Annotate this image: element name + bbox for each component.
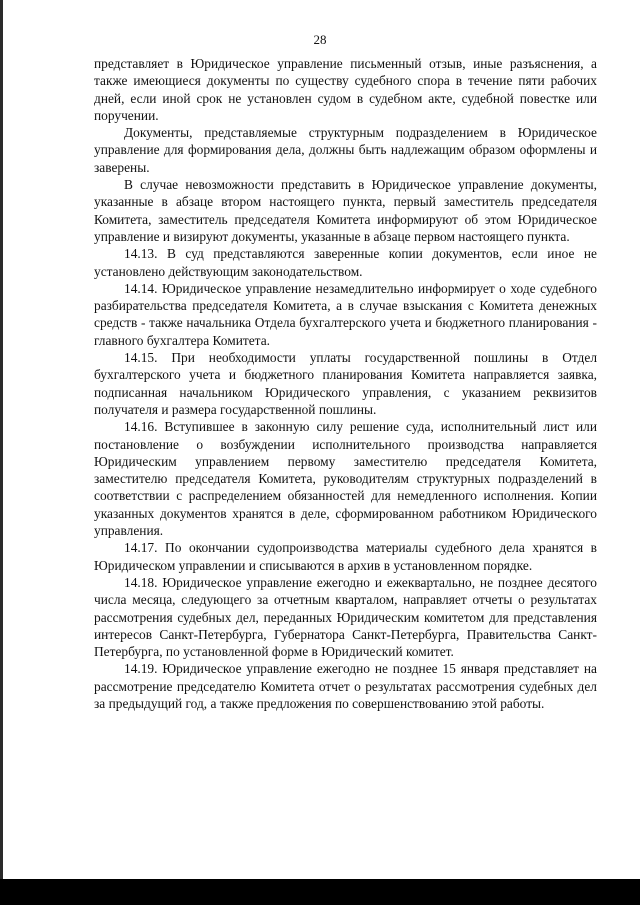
page-number: 28 (313, 32, 327, 47)
scan-bottom-bar (0, 879, 640, 905)
scan-edge (0, 0, 3, 905)
paragraph-14-13: 14.13. В суд представляются заверенные копии документов, если иное не установлено действующим законодательством. (94, 246, 597, 279)
paragraph-14-17: 14.17. По окончании судопроизводства материалы судебного дела хранятся в Юридическом управлении и списываются в архив в установленном порядке. (94, 540, 597, 573)
paragraph-14-15: 14.15. При необходимости уплаты государственной пошлины в Отдел бухгалтерского учета и бюджетного планирования Комитета направляется заявка, подписанная начальником Юридического управления, с указанием реквизитов получателя и размера государственной пошлины. (94, 350, 597, 417)
paragraph-14-16: 14.16. Вступившее в законную силу решение суда, исполнительный лист или постановление о возбуждении исполнительного производства направляется Юридическим управлением первому заместителю председателя Комитета, заместителю председателя Комитета, руководителям структурных подразделений в соответствии с распределением обязанностей для немедленного исполнения. Копии указанных документов хранятся в деле, сформированном работником Юридического управления. (94, 419, 597, 539)
paragraph-14-18: 14.18. Юридическое управление ежегодно и ежеквартально, не позднее десятого числа месяца, следующего за отчетным кварталом, направляет отчеты о результатах рассмотрения судебных дел, переданных Юридическим комитетом для представления интересов Санкт-Петербурга, Губернатора Санкт-Петербурга, Правительства Санкт-Петербурга, по установленной форме в Юридический комитет. (94, 574, 597, 660)
paragraph-14-14: 14.14. Юридическое управление незамедлительно информирует о ходе судебного разбирательства председателя Комитета, а в случае взыскания с Комитета денежных средств - также начальника Отдела бухгалтерского учета и бюджетного планирования - главного бухгалтера Комитета. (94, 280, 597, 348)
paragraph-1: представляет в Юридическое управление письменный отзыв, иные разъяснения, а также имеющиеся документы по существу судебного спора в течение пяти рабочих дней, если иной срок не установлен судом в судебном акте, судебной повестке или поручении. (94, 56, 597, 123)
paragraph-2: Документы, представляемые структурным подразделением в Юридическое управление для формирования дела, должны быть надлежащим образом оформлены и заверены. (94, 125, 597, 175)
document-body (94, 55, 597, 712)
paragraph-3: В случае невозможности представить в Юридическое управление документы, указанные в абзаце втором настоящего пункта, первый заместитель председателя Комитета, заместитель председателя Комитета информируют об этом Юридическое управление и визируют документы, указанные в абзаце первом настоящего пункта. (94, 177, 597, 244)
paragraph-14-19: 14.19. Юридическое управление ежегодно не позднее 15 января представляет на рассмотрение председателю Комитета отчет о результатах рассмотрения судебных дел за предыдущий год, а также предложения по совершенствованию этой работы. (94, 661, 597, 711)
